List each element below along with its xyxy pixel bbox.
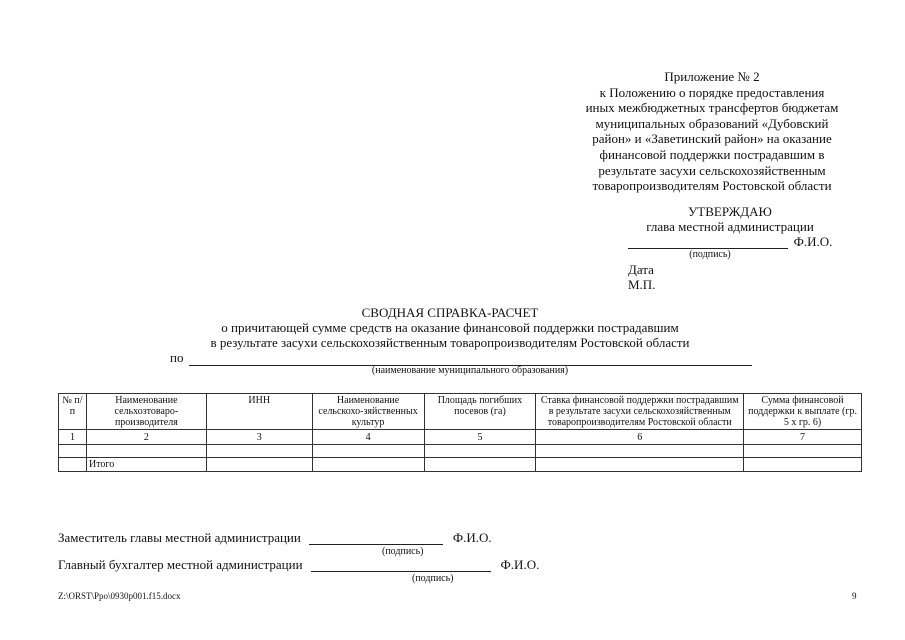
- appendix-line: муниципальных образований «Дубовский: [595, 115, 829, 131]
- column-number-cell: 2: [86, 430, 206, 445]
- date-seal-block: [628, 262, 655, 292]
- approval-block: [600, 204, 860, 260]
- header-cell-crops: Наименование сельскохо-зяйственных культур: [312, 394, 424, 430]
- appendix-line: Приложение № 2: [664, 69, 760, 84]
- table-cell[interactable]: [536, 445, 744, 458]
- header-cell-rate: Ставка финансовой поддержки пострадавшим в результате засухи сельскохозяйственным товаропроизводителям Ростовской области: [536, 394, 744, 430]
- by-label: по: [170, 350, 184, 365]
- approval-role: глава местной администрации: [646, 219, 814, 234]
- table-cell[interactable]: [206, 458, 312, 472]
- appendix-line: товаропроизводителям Ростовской области: [592, 178, 832, 194]
- header-cell-sum: Сумма финансовой поддержки к выплате (гр. 5 х гр. 6): [744, 394, 862, 430]
- accountant-signature-row: [58, 557, 539, 572]
- appendix-block: [552, 69, 872, 194]
- deputy-signature-row: [58, 530, 492, 545]
- footer-page-number: 9: [852, 591, 857, 601]
- footer-file-path: Z:\ORST\Ppo\0930p001.f15.docx: [58, 591, 181, 601]
- appendix-line: район» и «Заветинский район» на оказание: [592, 131, 832, 147]
- column-number-cell: 4: [312, 430, 424, 445]
- accountant-signature-hint: (подпись): [412, 573, 454, 584]
- approval-signature-row: [600, 234, 860, 249]
- header-cell-producer: Наименование сельхозтоваро-производителя: [86, 394, 206, 430]
- table-cell[interactable]: [59, 445, 87, 458]
- appendix-line: иных межбюджетных трансфертов бюджетам: [585, 100, 839, 116]
- municipality-row: [170, 350, 760, 366]
- calculation-table: [58, 393, 862, 472]
- table-cell[interactable]: [744, 458, 862, 472]
- table-cell[interactable]: [424, 445, 536, 458]
- table-cell[interactable]: [312, 458, 424, 472]
- deputy-signature-hint: (подпись): [382, 546, 424, 557]
- approval-signature-hint: (подпись): [689, 249, 731, 260]
- deputy-role: Заместитель главы местной администрации: [58, 530, 301, 545]
- accountant-role: Главный бухгалтер местной администрации: [58, 557, 303, 572]
- municipality-hint: (наименование муниципального образования): [371, 365, 569, 376]
- approval-signature-line[interactable]: [628, 236, 788, 249]
- document-title: СВОДНАЯ СПРАВКА-РАСЧЕТ: [361, 305, 539, 320]
- table-cell[interactable]: [86, 445, 206, 458]
- accountant-name-label: Ф.И.О.: [500, 557, 540, 572]
- column-number-cell: 3: [206, 430, 312, 445]
- table-cell[interactable]: [744, 445, 862, 458]
- approval-title: УТВЕРЖДАЮ: [688, 204, 772, 219]
- appendix-line: результате засухи сельскохозяйственным: [598, 162, 826, 178]
- table-header-row: [59, 394, 862, 430]
- seal-label: М.П.: [628, 277, 656, 292]
- table-total-row: [59, 458, 862, 472]
- column-number-cell: 7: [744, 430, 862, 445]
- appendix-line: к Положению о порядке предоставления: [599, 84, 825, 100]
- header-cell-area: Площадь погибших посевов (га): [424, 394, 536, 430]
- table-row: [59, 445, 862, 458]
- appendix-line: финансовой поддержки пострадавшим в: [599, 146, 825, 162]
- table-cell[interactable]: [312, 445, 424, 458]
- table-column-number-row: [59, 430, 862, 445]
- table-cell[interactable]: [206, 445, 312, 458]
- document-title-block: [150, 305, 750, 350]
- document-subtitle-1: о причитающей сумме средств на оказание финансовой поддержки пострадавшим: [221, 320, 679, 335]
- date-label: Дата: [628, 262, 654, 277]
- accountant-signature-line[interactable]: [311, 559, 491, 572]
- deputy-signature-line[interactable]: [309, 532, 443, 545]
- total-label: Итого: [86, 458, 206, 472]
- header-cell-number: № п/п: [59, 394, 87, 430]
- table-cell[interactable]: [424, 458, 536, 472]
- document-subtitle-2: в результате засухи сельскохозяйственным товаропроизводителям Ростовской области: [210, 335, 690, 350]
- table-cell: [59, 458, 87, 472]
- column-number-cell: 1: [59, 430, 87, 445]
- approval-name-label: Ф.И.О.: [793, 234, 833, 249]
- column-number-cell: 6: [536, 430, 744, 445]
- column-number-cell: 5: [424, 430, 536, 445]
- header-cell-inn: ИНН: [206, 394, 312, 430]
- deputy-name-label: Ф.И.О.: [452, 530, 492, 545]
- table-cell[interactable]: [536, 458, 744, 472]
